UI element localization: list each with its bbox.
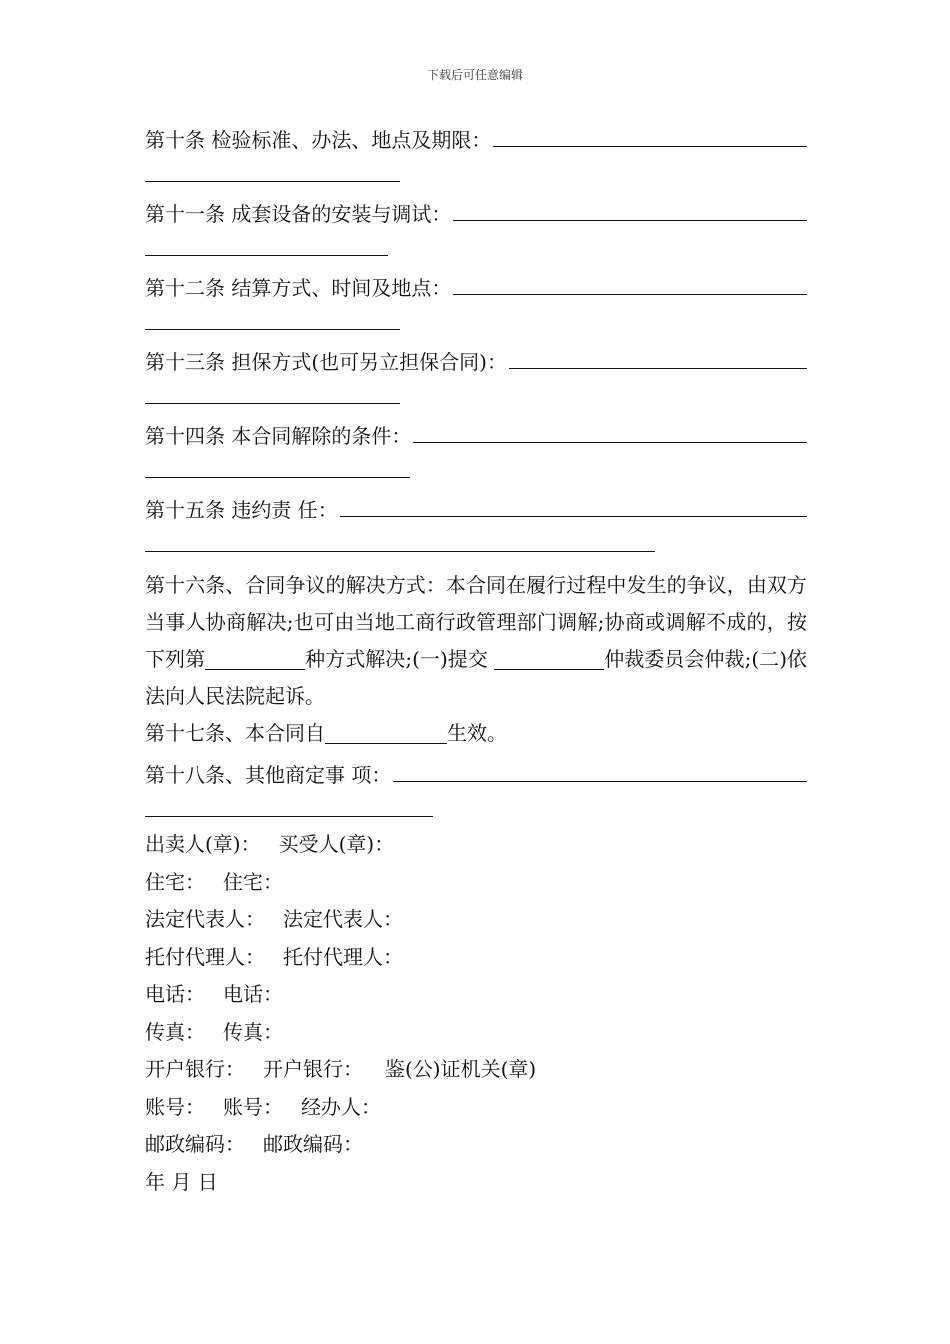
seller-fax-label: 传真： (145, 1019, 205, 1044)
clause-12-blank-line[interactable] (453, 274, 807, 295)
buyer-account-label: 账号： (223, 1094, 283, 1119)
handler-label: 经办人： (301, 1094, 381, 1119)
contract-body (145, 117, 807, 1201)
seller-legal-rep-label: 法定代表人： (145, 907, 265, 931)
clause-12-blank-continuation[interactable] (145, 301, 400, 330)
clause-16 (145, 567, 807, 715)
clause-16-arbitration-blank[interactable] (494, 649, 604, 670)
clause-17-effective-blank[interactable] (325, 723, 447, 744)
buyer-residence-label: 住宅： (223, 869, 283, 894)
seller-agent-label: 托付代理人： (145, 944, 265, 969)
buyer-bank-label: 开户银行： (263, 1057, 363, 1081)
clause-18-blank-continuation[interactable] (145, 788, 433, 817)
clause-11-blank-continuation[interactable] (145, 227, 388, 256)
clause-13-blank-continuation[interactable] (145, 375, 400, 404)
buyer-legal-rep-label: 法定代表人： (283, 907, 403, 931)
clause-14 (145, 413, 807, 487)
buyer-agent-label: 托付代理人： (283, 944, 403, 969)
phone-line (145, 976, 807, 1014)
buyer-phone-label: 电话： (223, 982, 283, 1006)
clause-16-text-2: 种方式解决;(一)提交 (305, 647, 495, 671)
clause-11 (145, 191, 807, 265)
seller-seal-label: 出卖人(章)： (145, 832, 261, 856)
seller-residence-label: 住宅： (145, 869, 205, 894)
signature-block (145, 826, 807, 1201)
postcode-line (145, 1126, 807, 1164)
seller-bank-label: 开户银行： (145, 1057, 245, 1081)
account-line (145, 1089, 807, 1127)
seller-phone-label: 电话： (145, 982, 205, 1006)
clause-17-text-1: 第十七条、本合同自 (145, 721, 325, 745)
clause-17-text-2: 生效。 (447, 721, 507, 745)
clause-12-label: 第十二条 结算方式、时间及地点： (145, 276, 452, 300)
clause-18-label: 第十八条、其他商定事 项： (145, 763, 392, 787)
date-line: 年 月 日 (145, 1169, 218, 1194)
clause-14-blank-line[interactable] (413, 422, 807, 443)
page-header: 下载后可任意编辑 (426, 68, 523, 82)
clause-13-label: 第十三条 担保方式(也可另立担保合同)： (145, 350, 507, 374)
clause-10-blank-continuation[interactable] (145, 153, 400, 182)
clause-16-text-1: 第十六条、合同争议的解决方式：本合同在履行过程中发生的争议，由双方当事人协商解决;也可由当地工商行政管理部门调解;协商或调解不成的，按 下列第 (145, 573, 807, 671)
clause-10-label: 第十条 检验标准、办法、地点及期限： (145, 128, 492, 152)
clause-13 (145, 339, 807, 413)
clause-10-blank-line[interactable] (493, 126, 807, 147)
clause-16-method-blank[interactable] (205, 649, 305, 670)
clause-15-blank-continuation[interactable] (145, 523, 655, 552)
clause-15 (145, 487, 807, 561)
notary-seal-label: 鉴(公)证机关(章) (385, 1057, 537, 1081)
residence-line (145, 864, 807, 902)
clause-11-label: 第十一条 成套设备的安装与调试： (145, 202, 452, 226)
legal-rep-line (145, 901, 807, 939)
buyer-seal-label: 买受人(章)： (278, 832, 395, 856)
seller-account-label: 账号： (145, 1094, 205, 1119)
clause-10 (145, 117, 807, 191)
clause-14-label: 第十四条 本合同解除的条件： (145, 424, 412, 448)
bank-line (145, 1051, 807, 1089)
clause-16-text-3: 仲裁委员会仲裁;(二)依法向人民法院起诉。 (145, 647, 808, 708)
clause-15-label: 第十五条 违约责 任： (145, 498, 338, 522)
clause-11-blank-line[interactable] (453, 200, 807, 221)
clause-15-blank-line[interactable] (340, 496, 807, 517)
buyer-postcode-label: 邮政编码： (263, 1132, 363, 1156)
clause-18 (145, 752, 807, 824)
seller-postcode-label: 邮政编码： (145, 1132, 245, 1156)
agent-line (145, 939, 807, 977)
seal-line (145, 826, 807, 864)
clause-13-blank-line[interactable] (509, 348, 807, 369)
clause-12 (145, 265, 807, 339)
clause-18-blank-line[interactable] (393, 761, 807, 782)
buyer-fax-label: 传真： (223, 1019, 283, 1044)
clause-14-blank-continuation[interactable] (145, 449, 410, 478)
clause-17 (145, 715, 807, 752)
fax-line (145, 1014, 807, 1052)
